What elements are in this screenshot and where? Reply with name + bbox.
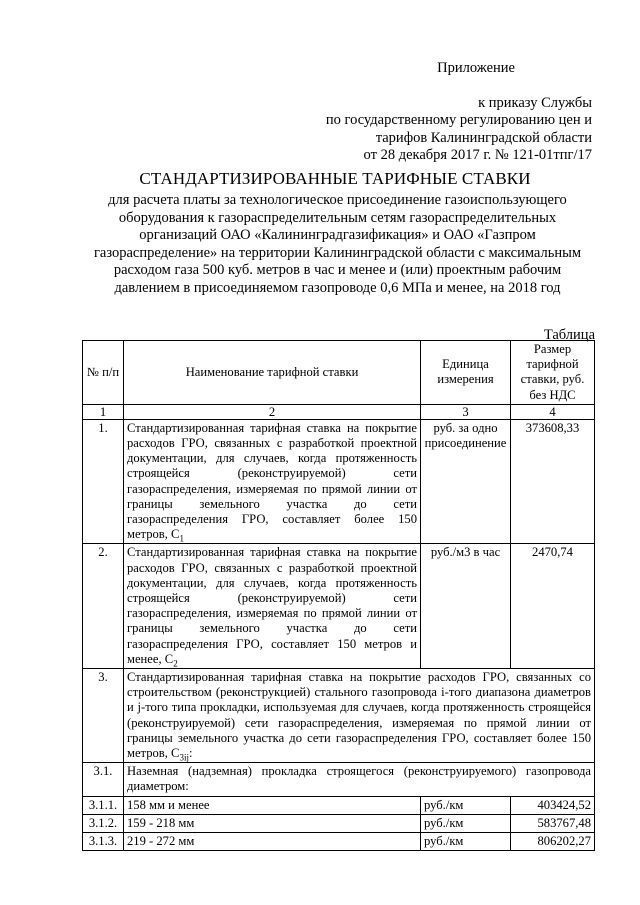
table-row [83,419,595,544]
document-title: СТАНДАРТИЗИРОВАННЫЕ ТАРИФНЫЕ СТАВКИ [139,169,531,188]
row-name [124,544,421,669]
header-size: Размер тарифной ставки, руб. без НДС [511,341,595,405]
table-row [83,763,595,796]
row-num: 3.1. [83,763,124,796]
row-size: 806202,27 [511,833,595,851]
document-subtitle: для расчета платы за технологическое присоединение газоиспользующего оборудования к газораспределительным сетям газораспределительных организаций ОАО «Калининградгазификация» и ОАО «Газпром газораспределение» на территории Калининградской области с максимальным расходом газа 500 куб. метров в час и менее и (или) проектным рабочим давлением в присоединяемом газопроводе 0,6 МПа и менее, на 2018 год [93,192,582,296]
index-cell: 4 [511,404,595,419]
row-num: 3. [83,669,124,763]
row-name-sub: 3ij [179,752,189,763]
row-num: 1. [83,419,124,544]
table-label: Таблица [543,327,595,343]
appendix-line: тарифов Калининградской области [375,129,592,146]
appendix-line: от 28 декабря 2017 г. № 121-01тпг/17 [363,147,592,163]
row-num: 3.1.2. [83,814,124,832]
row-unit: руб./км [421,796,511,814]
row-unit: руб./км [421,833,511,851]
row-unit: руб./м3 в час [421,544,511,669]
header-name: Наименование тарифной ставки [124,341,421,405]
row-name-text: Стандартизированная тарифная ставка на покрытие расходов ГРО, связанных с разработкой проектной документации, для случаев, когда протяженность строящейся (реконструируемой) сети газораспределения, измеряемая по прямой линии от границы земельного участка до сети газораспределения ГРО, составляет 150 метров и менее, С [127,545,417,666]
table-header-row [83,341,595,405]
row-name: 159 - 218 мм [124,814,421,832]
appendix-title: Приложение [437,60,515,76]
row-size: 583767,48 [511,814,595,832]
appendix-block [292,60,592,165]
index-cell: 3 [421,404,511,419]
index-cell: 1 [83,404,124,419]
row-unit: руб. за одно присоединение [421,419,511,544]
row-name: Наземная (надземная) прокладка строящегося (реконструируемого) газопровода диаметром: [124,763,595,796]
row-size: 373608,33 [511,419,595,544]
row-size: 2470,74 [511,544,595,669]
table-row [83,814,595,832]
row-name [124,669,595,763]
appendix-line: к приказу Службы [478,94,592,111]
row-num: 2. [83,544,124,669]
row-name: 158 мм и менее [124,796,421,814]
row-name-sub: 2 [173,658,178,669]
table-row [83,796,595,814]
row-unit: руб./км [421,814,511,832]
row-name-sub: 1 [179,533,184,544]
row-name-text: Стандартизированная тарифная ставка на покрытие расходов ГРО, связанных с разработкой проектной документации, для случаев, когда протяженность строящейся (реконструируемой) сети газораспределения, измеряемая по прямой линии от границы земельного участка до сети газораспределения ГРО, составляет более 150 метров, С [127,420,417,542]
row-name-text: Стандартизированная тарифная ставка на покрытие расходов ГРО, связанных со строительством (реконструкцией) стального газопровода i-того диапазона диаметров и j-того типа прокладки, используемая для случаев, когда протяженность строящейся (реконструируемой) сети газораспределения, измеряемая по прямой линии от границы земельного участка до сети газораспределения ГРО, составляет более 150 метров, С [127,670,591,761]
table-row [83,833,595,851]
row-name: 219 - 272 мм [124,833,421,851]
header-unit: Единица измерения [421,341,511,405]
tariff-table [82,340,595,851]
row-name [124,419,421,544]
row-num: 3.1.3. [83,833,124,851]
index-cell: 2 [124,404,421,419]
appendix-line: по государственному регулированию цен и [325,112,592,128]
table-row [83,544,595,669]
table-index-row [83,404,595,419]
header-num: № п/п [83,341,124,405]
table-row [83,669,595,763]
row-name-tail: : [188,746,193,761]
row-size: 403424,52 [511,796,595,814]
row-num: 3.1.1. [83,796,124,814]
